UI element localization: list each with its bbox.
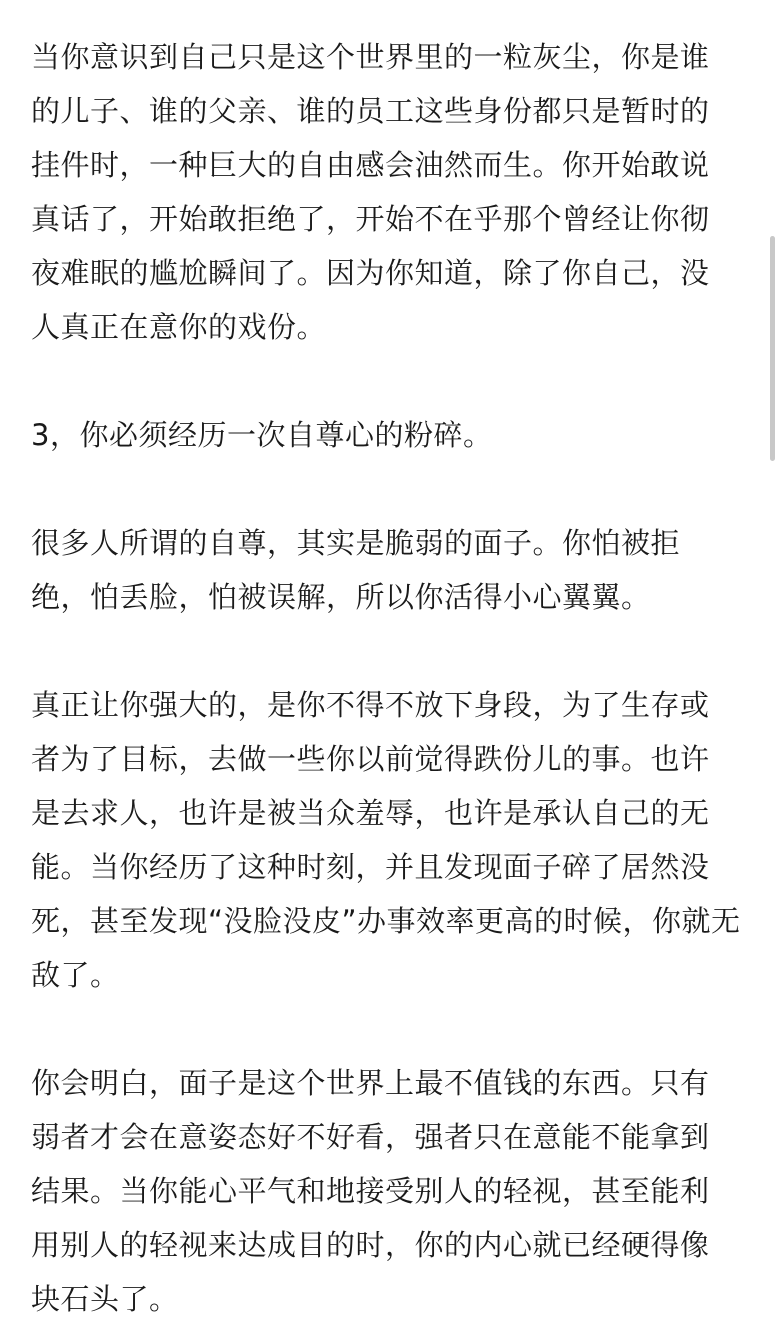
paragraph-gap <box>31 354 743 408</box>
text-line: 能。当你经历了这种时刻，并且发现面子碎了居然没 <box>31 850 710 884</box>
text-line: 用别人的轻视来达成目的时，你的内心就已经硬得像 <box>31 1228 710 1262</box>
text-line: 是去求人，也许是被当众羞辱，也许是承认自己的无 <box>31 796 710 830</box>
text-line: 人真正在意你的戏份。 <box>31 310 327 344</box>
text-line: 结果。当你能心平气和地接受别人的轻视，甚至能利 <box>31 1174 710 1208</box>
paragraph-4 <box>31 1056 743 1326</box>
text-line: 真正让你强大的，是你不得不放下身段，为了生存或 <box>31 688 710 722</box>
text-line: 挂件时，一种巨大的自由感会油然而生。你开始敢说 <box>31 148 710 182</box>
paragraph-2 <box>31 516 743 624</box>
text-line: 很多人所谓的自尊，其实是脆弱的面子。你怕被拒 <box>31 526 681 560</box>
text-line: 死，甚至发现“没脸没皮”办事效率更高的时候，你就无 <box>31 904 741 938</box>
paragraph-3 <box>31 678 743 1002</box>
text-line: 弱者才会在意姿态好不好看，强者只在意能不能拿到 <box>31 1120 710 1154</box>
vertical-scrollbar[interactable] <box>770 236 775 461</box>
text-line: 者为了目标，去做一些你以前觉得跌份儿的事。也许 <box>31 742 710 776</box>
text-line: 夜难眠的尴尬瞬间了。因为你知道，除了你自己，没 <box>31 256 710 290</box>
paragraph-gap <box>31 462 743 516</box>
article-body <box>31 30 743 1326</box>
paragraph-gap <box>31 1002 743 1056</box>
text-line: 当你意识到自己只是这个世界里的一粒灰尘，你是谁 <box>31 40 710 74</box>
text-line: 块石头了。 <box>31 1282 179 1316</box>
section-heading <box>31 408 743 462</box>
text-line: 你会明白，面子是这个世界上最不值钱的东西。只有 <box>31 1066 710 1100</box>
text-line: 绝，怕丢脸，怕被误解，所以你活得小心翼翼。 <box>31 580 651 614</box>
paragraph-1 <box>31 30 743 354</box>
text-line: 敌了。 <box>31 958 120 992</box>
paragraph-gap <box>31 624 743 678</box>
text-line: 3，你必须经历一次自尊心的粉碎。 <box>31 418 493 452</box>
text-line: 的儿子、谁的父亲、谁的员工这些身份都只是暂时的 <box>31 94 710 128</box>
text-line: 真话了，开始敢拒绝了，开始不在乎那个曾经让你彻 <box>31 202 710 236</box>
